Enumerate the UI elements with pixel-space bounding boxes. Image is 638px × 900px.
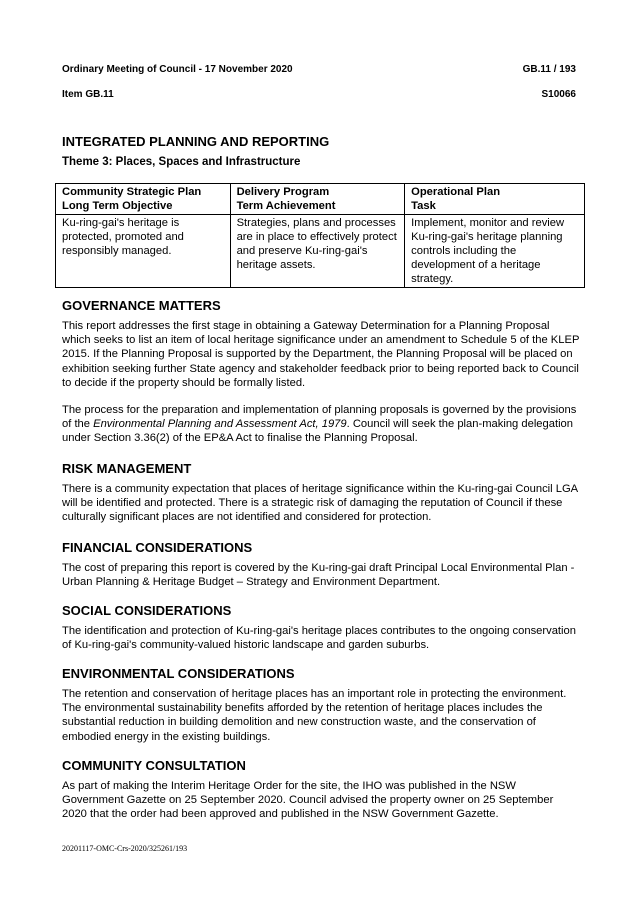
section-heading: SOCIAL CONSIDERATIONS [62, 603, 232, 618]
page-reference: GB.11 / 193 [522, 64, 576, 75]
table-cell: Strategies, plans and processes are in place to effectively protect and preserve Ku-ring-gai's heritage assets. [230, 215, 405, 288]
integrated-plan-table [55, 183, 585, 288]
social-section [62, 603, 580, 665]
file-number: S10066 [541, 89, 576, 100]
section-heading: COMMUNITY CONSULTATION [62, 758, 246, 773]
community-section [62, 758, 580, 835]
financial-section [62, 540, 580, 602]
table-header-row [56, 184, 585, 215]
section-heading: FINANCIAL CONSIDERATIONS [62, 540, 253, 555]
item-header [62, 89, 576, 100]
paragraph: The retention and conservation of heritage places has an important role in protecting the environment. The environmental sustainability benefits afforded by the retention of heritage places includes the substantial reduction in building demolition and new construction waste, and the conservation of embodied energy in the existing buildings. [62, 688, 567, 743]
section-heading: GOVERNANCE MATTERS [62, 298, 221, 313]
section-heading: RISK MANAGEMENT [62, 461, 192, 476]
paragraph: The identification and protection of Ku-ring-gai's heritage places contributes to the ongoing conservation of Ku-ring-gai's community-valued historic landscape and garden suburbs. [62, 625, 576, 652]
governance-section [62, 298, 580, 459]
document-footer: 20201117-OMC-Crs-2020/325261/193 [62, 844, 188, 853]
paragraph: The cost of preparing this report is covered by the Ku-ring-gai draft Principal Local Environmental Plan - Urban Planning & Heritage Budget – Strategy and Environment Department. [62, 562, 575, 589]
table-header-cell: Delivery Program Term Achievement [230, 184, 405, 215]
table-cell: Ku-ring-gai's heritage is protected, promoted and responsibly managed. [56, 215, 231, 288]
act-title: Environmental Planning and Assessment Act, 1979 [93, 418, 347, 431]
table-header-cell: Operational Plan Task [405, 184, 585, 215]
page-header [62, 64, 576, 75]
meeting-title: Ordinary Meeting of Council - 17 November 2020 [62, 64, 293, 75]
paragraph: This report addresses the first stage in obtaining a Gateway Determination for a Planning Proposal which seeks to list an item of local heritage significance under an amendment to Schedule 5 of the KLEP 2015. If the Planning Proposal is supported by the Department, the Planning Proposal will be placed on exhibition seeking further State agency and stakeholder feedback prior to being reported back to Council to decide if the property should be formally listed. [62, 320, 580, 389]
paragraph: The process for the preparation and implementation of planning proposals is governed by the provisions of the Environmental Planning and Assessment Act, 1979. Council will seek the plan-making delegation under Section 3.36(2) of the EP&A Act to finalise the Planning Proposal. [62, 404, 577, 445]
section-heading: ENVIRONMENTAL CONSIDERATIONS [62, 666, 295, 681]
risk-section [62, 461, 580, 538]
paragraph: As part of making the Interim Heritage Order for the site, the IHO was published in the NSW Government Gazette on 25 September 2020. Council advised the property owner on 25 September 2020 that the order had been approved and published in the NSW Government Gazette. [62, 780, 554, 821]
table-cell: Implement, monitor and review Ku-ring-gai's heritage planning controls including the development of a heritage strategy. [405, 215, 585, 288]
section-title: INTEGRATED PLANNING AND REPORTING [62, 134, 330, 149]
table-row [56, 215, 585, 288]
environmental-section [62, 666, 580, 757]
table-header-cell: Community Strategic Plan Long Term Objective [56, 184, 231, 215]
theme-subtitle: Theme 3: Places, Spaces and Infrastructure [62, 156, 301, 168]
paragraph: There is a community expectation that places of heritage significance within the Ku-ring-gai Council LGA will be identified and protected. There is a strategic risk of damaging the reputation of Council if these culturally significant places are not identified and considered for protection. [62, 483, 578, 524]
item-number: Item GB.11 [62, 89, 114, 100]
